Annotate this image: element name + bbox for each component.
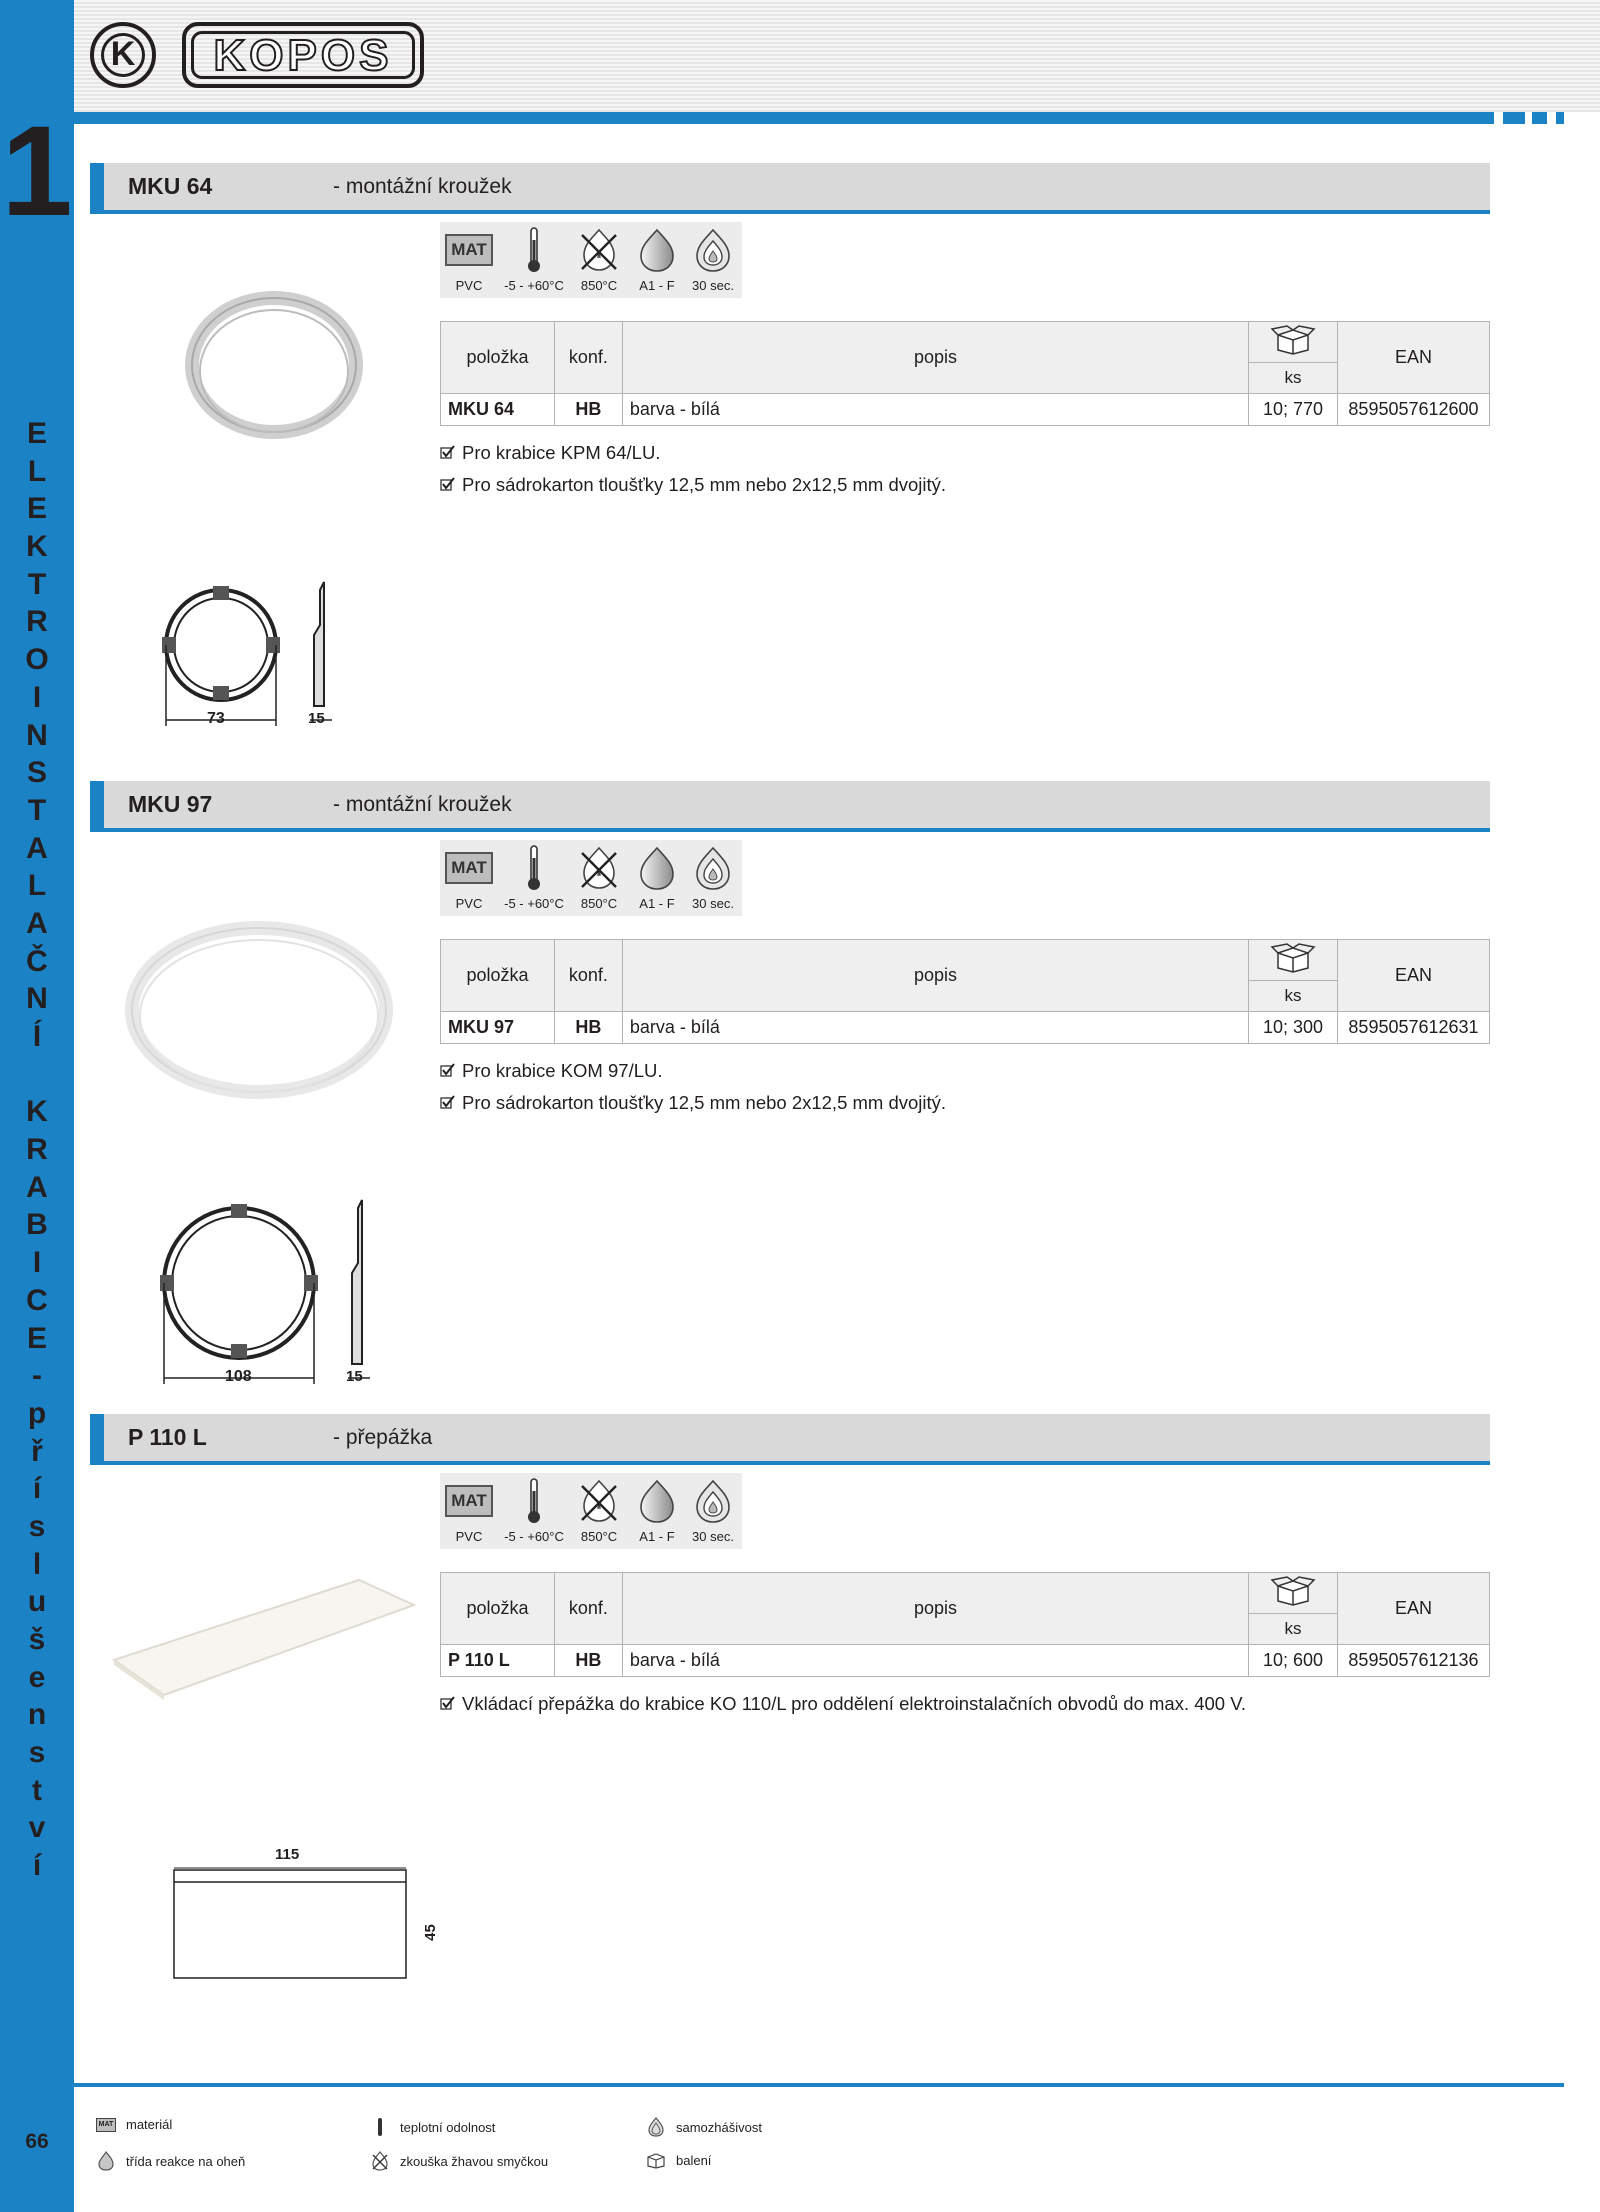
- table-header-row: [441, 322, 1490, 363]
- product-notes: [440, 437, 946, 501]
- vertical-title-letter: N: [26, 718, 48, 752]
- box-icon: [636, 2151, 676, 2169]
- self-extinguish-cell: 30 sec.: [684, 222, 742, 298]
- cell-conf: HB: [554, 1012, 622, 1044]
- property-icons: [440, 840, 742, 916]
- thermometer-icon: [498, 1476, 570, 1526]
- check-icon: [440, 1689, 462, 1721]
- cell-qty: 10; 600: [1249, 1645, 1338, 1677]
- product-section: [74, 163, 1600, 727]
- legend-glow-wire: zkouška žhavou smyčkou: [360, 2151, 548, 2171]
- dimension-label: 45: [421, 1924, 439, 1941]
- property-icons: [440, 222, 742, 298]
- header-square: [1503, 112, 1525, 124]
- packaging-header: [1249, 1573, 1338, 1614]
- vertical-title-letter: A: [26, 1170, 48, 1204]
- product-code: MKU 64: [128, 173, 213, 199]
- table-header-row: [441, 940, 1490, 981]
- thermometer-icon: [498, 225, 570, 275]
- vertical-title-letter: T: [27, 567, 47, 601]
- vertical-title-letter: í: [32, 1849, 42, 1883]
- box-icon: [1270, 957, 1316, 977]
- spec-table: [440, 939, 1490, 1044]
- vertical-title-letter: -: [32, 1359, 42, 1393]
- col-conf: konf.: [554, 1573, 622, 1645]
- product-title: - montážní kroužek: [333, 793, 512, 816]
- fire-class-cell: A1 - F: [628, 1473, 686, 1549]
- product-title: - přepážka: [333, 1426, 433, 1449]
- vertical-title-letter: E: [26, 1321, 47, 1355]
- logo-text: KOPOS: [191, 31, 415, 79]
- dimension-label: 15: [308, 710, 325, 727]
- cell-conf: HB: [554, 394, 622, 426]
- material-icon: MAT: [86, 2118, 126, 2132]
- spec-table: [440, 321, 1490, 426]
- product-section: [74, 781, 1600, 1385]
- legend-self-extinguish: samozhášivost: [636, 2117, 762, 2137]
- vertical-title-letter: v: [28, 1811, 46, 1845]
- product-photo: [124, 920, 394, 1105]
- col-item: položka: [441, 1573, 555, 1645]
- vertical-title-letter: A: [26, 831, 48, 865]
- cell-desc: barva - bílá: [622, 1012, 1248, 1044]
- col-ean: EAN: [1337, 322, 1489, 394]
- table-header-row: [441, 1573, 1490, 1614]
- property-icons: [440, 1473, 742, 1549]
- vertical-title-letter: C: [26, 1283, 48, 1317]
- col-desc: popis: [622, 1573, 1248, 1645]
- vertical-title-letter: I: [32, 680, 42, 714]
- material-icon: MAT: [445, 1485, 493, 1517]
- material-icon: MAT: [445, 234, 493, 266]
- vertical-title-letter: S: [26, 756, 47, 790]
- vertical-title-letter: p: [27, 1396, 47, 1430]
- cell-ean: 8595057612631: [1337, 1012, 1489, 1044]
- note-item: Vkládací přepážka do krabice KO 110/L pro oddělení elektroinstalačních obvodů do max. 400 V.: [440, 1688, 1246, 1720]
- flame-icon: [628, 1476, 686, 1526]
- col-ean: EAN: [1337, 1573, 1489, 1645]
- self-extinguish-icon: [636, 2117, 676, 2137]
- box-icon: [1270, 1590, 1316, 1610]
- glow-wire-icon: [360, 2151, 400, 2171]
- material-cell: MAT PVC: [440, 222, 498, 298]
- note-item: Pro krabice KOM 97/LU.: [440, 1055, 946, 1087]
- glow-wire-cell: 850°C: [570, 840, 628, 916]
- product-header: [90, 1414, 1490, 1465]
- product-notes: [440, 1688, 1246, 1720]
- fire-class-cell: A1 - F: [628, 222, 686, 298]
- cell-qty: 10; 770: [1249, 394, 1338, 426]
- vertical-title-letter: s: [28, 1509, 46, 1543]
- technical-drawing: [156, 580, 325, 735]
- logo-letter: K: [101, 33, 145, 77]
- flame-icon: [86, 2151, 126, 2171]
- vertical-title-letter: T: [27, 793, 47, 827]
- table-row: [441, 1012, 1490, 1044]
- vertical-title-letter: K: [26, 1095, 48, 1129]
- vertical-title-letter: l: [32, 1547, 42, 1581]
- chapter-sidebar: [0, 0, 74, 2212]
- cell-item: P 110 L: [441, 1645, 555, 1677]
- vertical-title-letter: A: [26, 906, 48, 940]
- material-icon: MAT: [445, 852, 493, 884]
- product-photo: [184, 290, 364, 445]
- vertical-title-letter: K: [26, 530, 48, 564]
- cell-conf: HB: [554, 1645, 622, 1677]
- glow-wire-icon: [570, 1476, 628, 1526]
- flame-icon: [628, 843, 686, 893]
- dimension-label: 108: [225, 1368, 252, 1385]
- note-item: Pro sádrokarton tloušťky 12,5 mm nebo 2x12,5 mm dvojitý.: [440, 469, 946, 501]
- self-extinguish-icon: [684, 225, 742, 275]
- vertical-title-letter: Č: [26, 944, 48, 978]
- col-qty: ks: [1249, 981, 1338, 1012]
- vertical-title-letter: L: [27, 869, 47, 903]
- temperature-cell: -5 - +60°C: [498, 840, 570, 916]
- vertical-title-letter: R: [26, 1133, 48, 1167]
- vertical-title-letter: t: [32, 1773, 42, 1807]
- product-photo: [104, 1570, 424, 1715]
- check-icon: [440, 1088, 462, 1120]
- table-row: [441, 394, 1490, 426]
- glow-wire-cell: 850°C: [570, 1473, 628, 1549]
- vertical-title-letter: u: [27, 1585, 47, 1619]
- chapter-number: 1: [1, 100, 73, 243]
- vertical-title-letter: L: [27, 454, 47, 488]
- cell-item: MKU 97: [441, 1012, 555, 1044]
- vertical-title-letter: n: [27, 1698, 47, 1732]
- glow-wire-icon: [570, 225, 628, 275]
- vertical-title-letter: Í: [32, 1020, 42, 1053]
- vertical-title-letter: O: [25, 643, 49, 677]
- vertical-title-letter: I: [32, 1246, 42, 1280]
- self-extinguish-cell: 30 sec.: [684, 1473, 742, 1549]
- product-title: - montážní kroužek: [333, 175, 512, 198]
- col-conf: konf.: [554, 322, 622, 394]
- col-item: položka: [441, 322, 555, 394]
- vertical-title-letter: s: [28, 1736, 46, 1770]
- vertical-title-letter: ř: [31, 1434, 43, 1468]
- glow-wire-cell: 850°C: [570, 222, 628, 298]
- legend-fire-class: třída reakce na oheň: [86, 2151, 245, 2171]
- dimension-label: 73: [207, 710, 225, 727]
- technical-drawing: [154, 1198, 363, 1393]
- logo-wordmark: [182, 22, 424, 88]
- cell-desc: barva - bílá: [622, 394, 1248, 426]
- col-qty: ks: [1249, 1614, 1338, 1645]
- temperature-cell: -5 - +60°C: [498, 222, 570, 298]
- product-header: [90, 781, 1490, 832]
- vertical-title-letter: E: [26, 417, 47, 450]
- chapter-vertical-title: [0, 415, 74, 1885]
- legend-temperature: teplotní odolnost: [360, 2117, 495, 2137]
- vertical-title-letter: B: [26, 1208, 48, 1242]
- dimension-label: 115: [275, 1846, 300, 1863]
- product-section: [74, 1414, 1600, 1974]
- product-notes: [440, 1055, 946, 1119]
- check-icon: [440, 1056, 462, 1088]
- product-header: [90, 163, 1490, 214]
- header-accent: [90, 781, 104, 828]
- header-square: [1556, 112, 1564, 124]
- cell-qty: 10; 300: [1249, 1012, 1338, 1044]
- cell-ean: 8595057612136: [1337, 1645, 1489, 1677]
- material-cell: MAT PVC: [440, 840, 498, 916]
- thermometer-icon: [360, 2117, 400, 2137]
- col-conf: konf.: [554, 940, 622, 1012]
- dimension-label: 15: [346, 1368, 363, 1385]
- col-item: položka: [441, 940, 555, 1012]
- vertical-title-letter: R: [26, 605, 48, 639]
- technical-drawing: [122, 1846, 439, 1995]
- vertical-title-letter: í: [32, 1472, 42, 1506]
- cell-item: MKU 64: [441, 394, 555, 426]
- self-extinguish-cell: 30 sec.: [684, 840, 742, 916]
- spec-table: [440, 1572, 1490, 1677]
- temperature-cell: -5 - +60°C: [498, 1473, 570, 1549]
- vertical-title-letter: N: [26, 982, 48, 1016]
- packaging-header: [1249, 322, 1338, 363]
- header-rule: [74, 112, 1494, 124]
- vertical-title-letter: E: [26, 492, 47, 526]
- vertical-title-letter: š: [28, 1623, 46, 1656]
- flame-icon: [628, 225, 686, 275]
- col-desc: popis: [622, 940, 1248, 1012]
- check-icon: [440, 438, 462, 470]
- check-icon: [440, 470, 462, 502]
- thermometer-icon: [498, 843, 570, 893]
- note-item: Pro sádrokarton tloušťky 12,5 mm nebo 2x12,5 mm dvojitý.: [440, 1087, 946, 1119]
- box-icon: [1270, 339, 1316, 359]
- cell-desc: barva - bílá: [622, 1645, 1248, 1677]
- legend-material: MAT materiál: [86, 2117, 172, 2132]
- header-accent: [90, 163, 104, 210]
- footer-rule: [74, 2083, 1564, 2087]
- vertical-title-letter: e: [28, 1660, 46, 1694]
- header-square: [1532, 112, 1547, 124]
- legend-packaging: balení: [636, 2151, 711, 2169]
- product-code: P 110 L: [128, 1424, 207, 1450]
- self-extinguish-icon: [684, 1476, 742, 1526]
- logo-k-emblem: [90, 22, 156, 88]
- col-qty: ks: [1249, 363, 1338, 394]
- packaging-header: [1249, 940, 1338, 981]
- cell-ean: 8595057612600: [1337, 394, 1489, 426]
- fire-class-cell: A1 - F: [628, 840, 686, 916]
- glow-wire-icon: [570, 843, 628, 893]
- material-cell: MAT PVC: [440, 1473, 498, 1549]
- col-ean: EAN: [1337, 940, 1489, 1012]
- table-row: [441, 1645, 1490, 1677]
- page-number: 66: [25, 2130, 49, 2153]
- header-accent: [90, 1414, 104, 1461]
- product-code: MKU 97: [128, 791, 213, 817]
- note-item: Pro krabice KPM 64/LU.: [440, 437, 946, 469]
- col-desc: popis: [622, 322, 1248, 394]
- self-extinguish-icon: [684, 843, 742, 893]
